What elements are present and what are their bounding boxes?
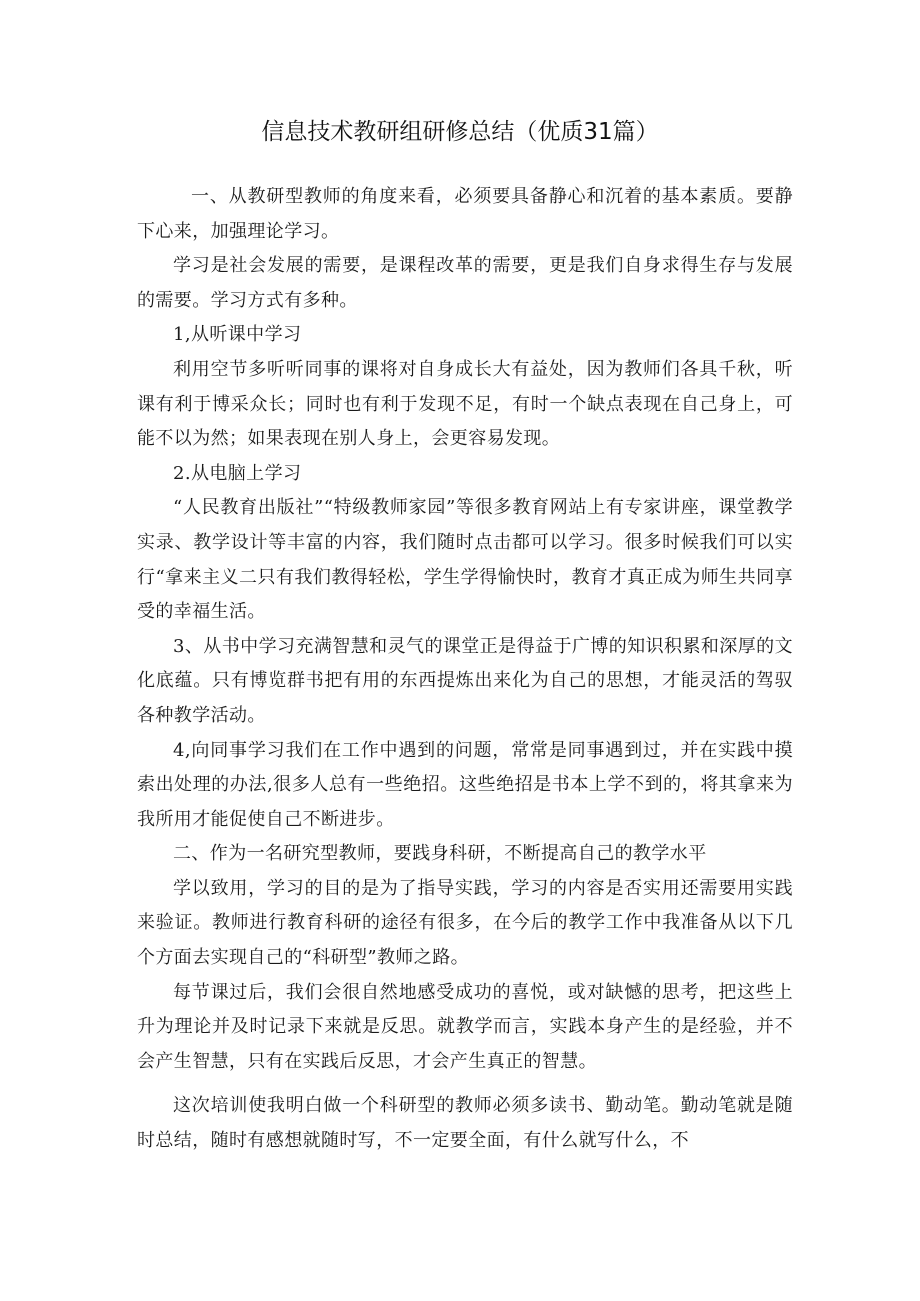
paragraph-11: 每节课过后，我们会很自然地感受成功的喜悦，或对缺憾的思考，把这些上升为理论并及时记录下来就是反思。就教学而言，实践本身产生的是经验，并不会产生智慧，只有在实践后反思，才会产生真正的智慧。 (137, 981, 793, 1072)
paragraph-4: 利用空节多听听同事的课将对自身成长大有益处，因为教师们各具千秋，听课有利于博采众长；同时也有利于发现不足，有时一个缺点表现在自己身上，可能不以为然；如果表现在别人身上，会更容易发现。 (137, 358, 793, 450)
document-title: 信息技术教研组研修总结（优质31篇） (261, 119, 659, 145)
paragraph-10: 学以致用，学习的目的是为了指导实践，学习的内容是否实用还需要用实践来验证。教师进行教育科研的途径有很多，在今后的教学工作中我准备从以下几个方面去实现自己的“科研型”教师之路。 (137, 877, 793, 969)
paragraph-2: 学习是社会发展的需要，是课程改革的需要，更是我们自身求得生存与发展的需要。学习方式有多种。 (137, 255, 793, 311)
paragraph-1: 一、从教研型教师的角度来看，必须要具备静心和沉着的基本素质。要静下心来，加强理论学习。 (137, 186, 793, 242)
paragraph-6: “人民教育出版社”“特级教师家园”等很多教育网站上有专家讲座，课堂教学实录、教学设计等丰富的内容，我们随时点击都可以学习。很多时候我们可以实行“拿来主义二只有我们教得轻松，学生学得愉快时，教育才真正成为师生共同享受的幸福生活。 (137, 497, 793, 623)
document-body (137, 180, 793, 1159)
paragraph-8: 4,向同事学习我们在工作中遇到的问题，常常是同事遇到过，并在实践中摸索出处理的办法,很多人总有一些绝招。这些绝招是书本上学不到的，将其拿来为我所用才能促使自己不断进步。 (137, 739, 793, 830)
paragraph-7: 3、从书中学习充满智慧和灵气的课堂正是得益于广博的知识积累和深厚的文化底蕴。只有博览群书把有用的东西提炼出来化为自己的思想，才能灵活的驾驭各种教学活动。 (137, 635, 793, 726)
paragraph-5: 2.从电脑上学习 (173, 462, 302, 484)
paragraph-3: 1,从听课中学习 (173, 324, 302, 346)
paragraph-9: 二、作为一名研究型教师，要践身科研，不断提高自己的教学水平 (173, 843, 707, 865)
paragraph-12: 这次培训使我明白做一个科研型的教师必须多读书、勤动笔。勤动笔就是随时总结，随时有感想就随时写，不一定要全面，有什么就写什么，不 (137, 1095, 793, 1152)
